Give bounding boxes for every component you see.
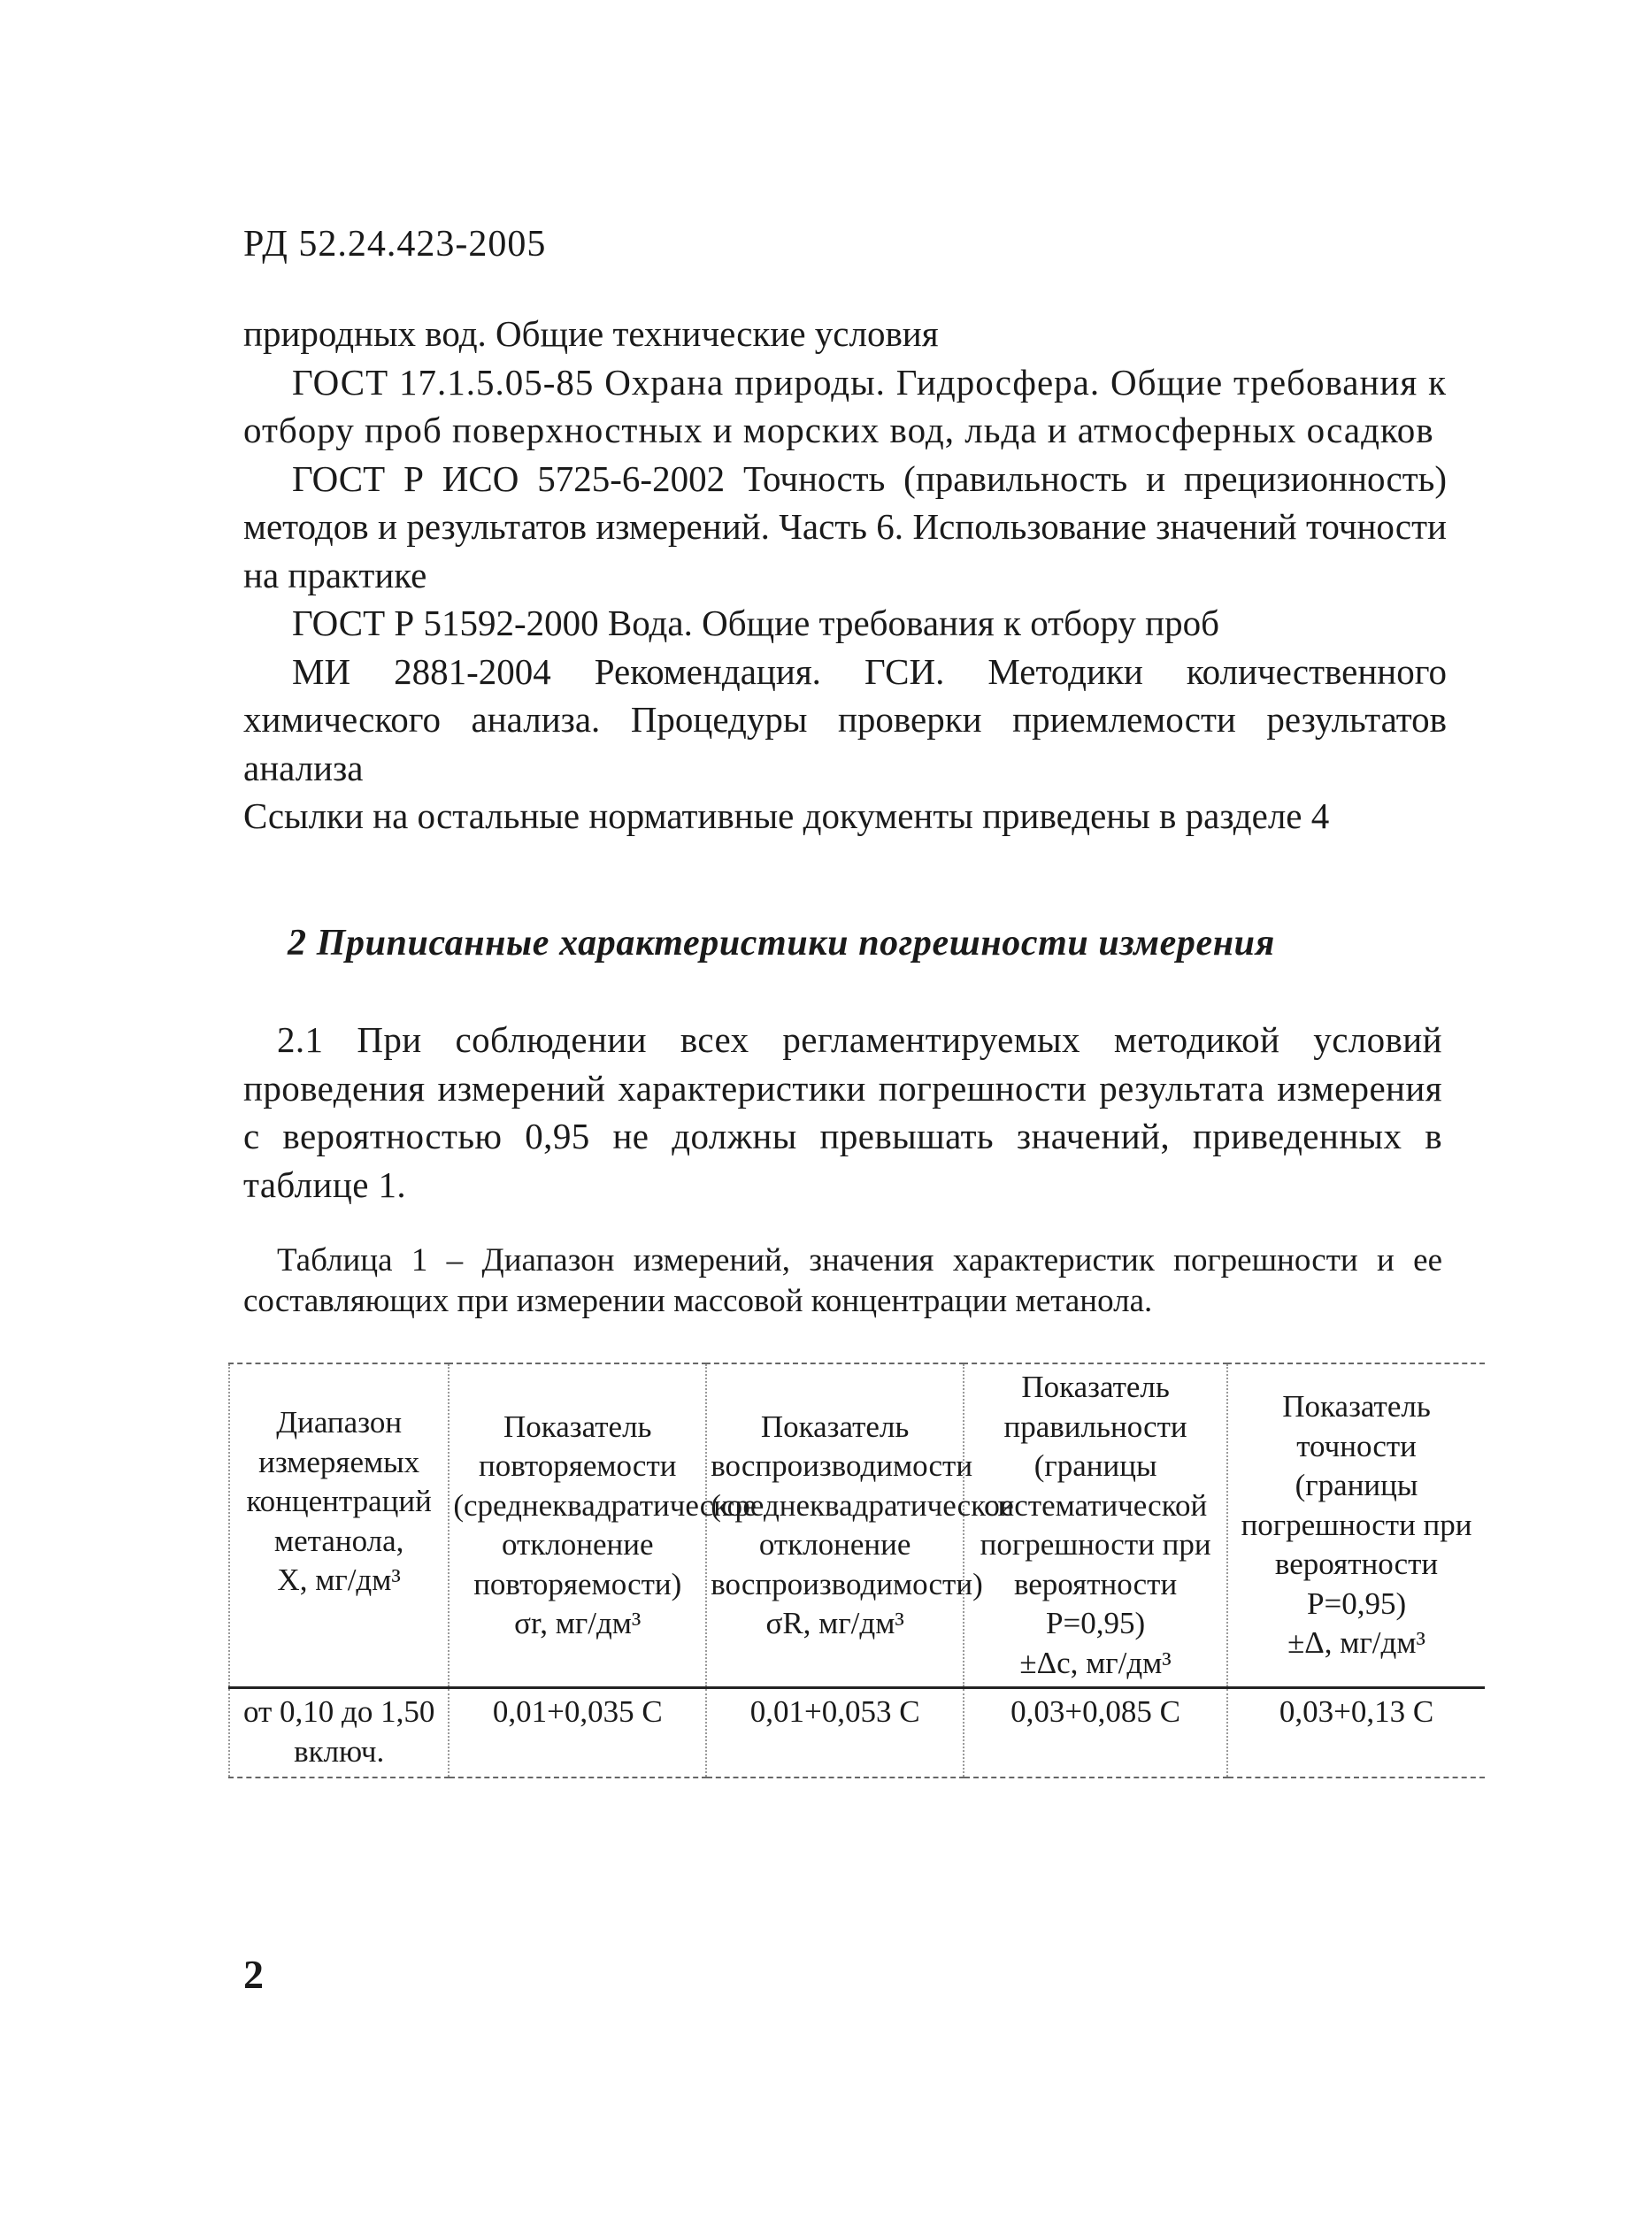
header-units: σr, мг/дм³ bbox=[514, 1606, 642, 1640]
reference-line: ГОСТ 17.1.5.05-85 Охрана природы. Гидросфера. Общие требования к отбору проб поверхностных и морских вод, льда и атмосферных осадков bbox=[243, 361, 1447, 450]
header-text: Показатель повторяемости (среднеквадратическое отклонение повторяемости) bbox=[453, 1409, 757, 1601]
header-cell-trueness bbox=[964, 1363, 1227, 1688]
section-title: 2 Приписанные характеристики погрешности измерения bbox=[288, 923, 1275, 964]
table-header-row bbox=[229, 1363, 1485, 1688]
table-cell: 0,01+0,035 С bbox=[449, 1688, 706, 1778]
header-text: Показатель воспроизводимости (среднеквадратическое отклонение воспроизводимости) bbox=[711, 1409, 1014, 1601]
reference-line: ГОСТ Р 51592-2000 Вода. Общие требования к отбору проб bbox=[292, 603, 1219, 643]
table-cell: 0,01+0,053 С bbox=[706, 1688, 964, 1778]
section-paragraph: 2.1 При соблюдении всех регламентируемых методикой условий проведения измерений характеристики погрешности результата измерения с вероятностью 0,95 не должны превышать значений, приведенных в таблице 1. bbox=[243, 1019, 1442, 1205]
reference-line: ГОСТ Р ИСО 5725-6-2002 Точность (правильность и прецизионность) методов и результатов измерений. Часть 6. Использование значений точности на практике bbox=[243, 457, 1447, 595]
page-number: 2 bbox=[243, 1952, 264, 1997]
header-cell-repeatability bbox=[449, 1363, 757, 1688]
table-cell: 0,03+0,13 С bbox=[1227, 1688, 1485, 1778]
reference-line: Ссылки на остальные нормативные документы приведены в разделе 4 bbox=[243, 795, 1330, 836]
header-units: σR, мг/дм³ bbox=[765, 1606, 904, 1640]
reference-line: МИ 2881-2004 Рекомендация. ГСИ. Методики количественного химического анализа. Процедуры проверки приемлемости результатов анализа bbox=[243, 650, 1447, 788]
table-caption: Таблица 1 – Диапазон измерений, значения характеристик погрешности и ее составляющих при измерении массовой концентрации метанола. bbox=[243, 1242, 1442, 1319]
reference-line: природных вод. Общие технические условия bbox=[243, 313, 939, 354]
header-text: Диапазон измеряемых концентраций метанола, bbox=[246, 1405, 432, 1558]
header-cell-accuracy bbox=[1227, 1363, 1485, 1688]
header-cell-reproducibility bbox=[706, 1363, 1014, 1688]
table-cell: от 0,10 до 1,50 включ. bbox=[229, 1688, 449, 1778]
header-text: Показатель правильности (границы систематической погрешности при вероятности Р=0,95) bbox=[980, 1370, 1211, 1640]
header-text: Показатель точности (границы погрешности при вероятности Р=0,95) bbox=[1241, 1389, 1472, 1621]
normative-references bbox=[243, 310, 1447, 841]
header-units: ±Δ, мг/дм³ bbox=[1287, 1625, 1425, 1661]
table-cell: 0,03+0,085 С bbox=[964, 1688, 1227, 1778]
measurement-table bbox=[228, 1363, 1485, 1778]
table-row bbox=[229, 1688, 1485, 1778]
header-cell-range bbox=[229, 1363, 449, 1688]
header-units: X, мг/дм³ bbox=[277, 1563, 401, 1597]
header-units: ±Δс, мг/дм³ bbox=[1019, 1645, 1172, 1680]
document-code: РД 52.24.423-2005 bbox=[243, 224, 547, 265]
